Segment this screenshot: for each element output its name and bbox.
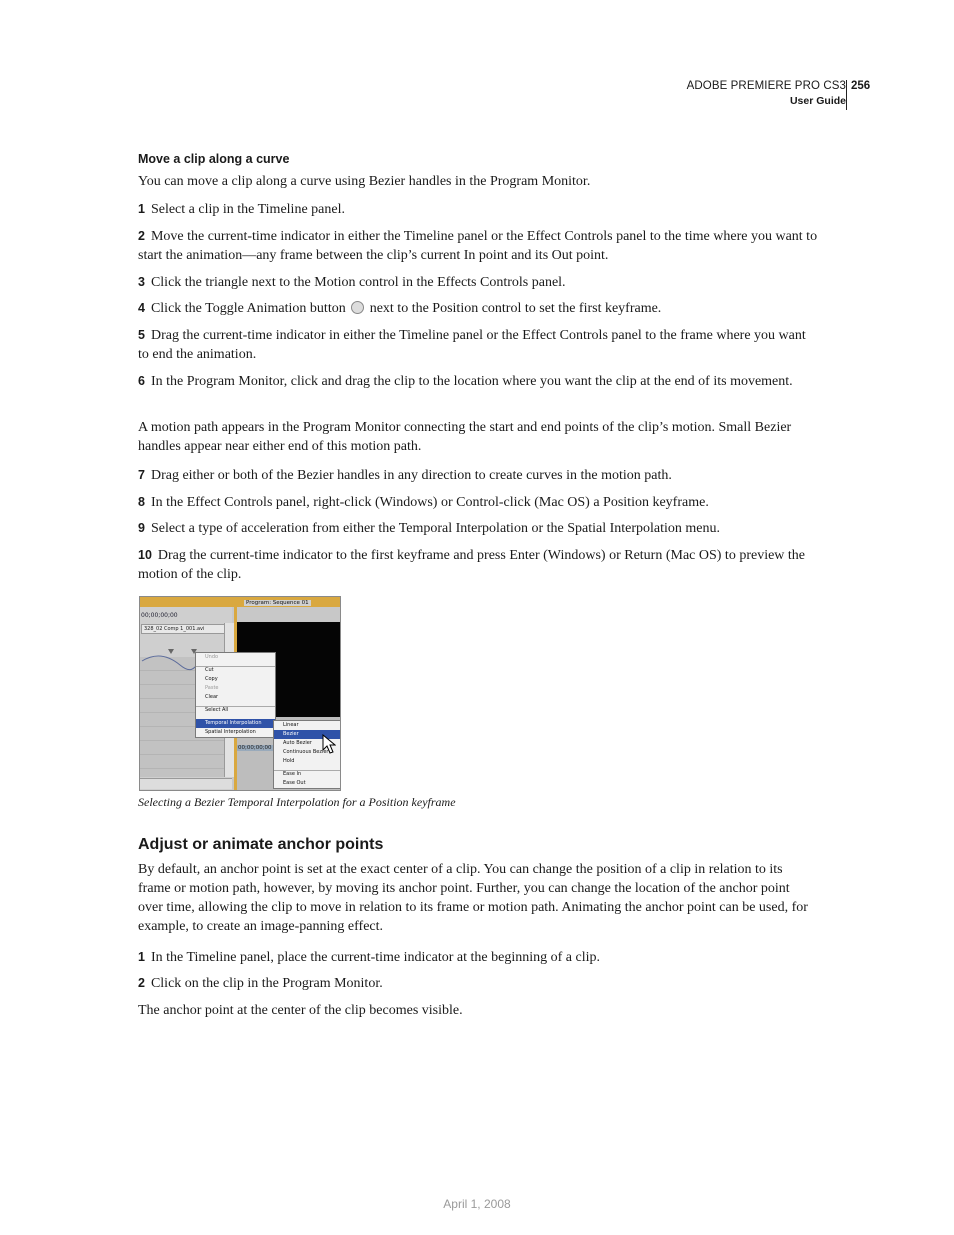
submenu-item-auto-bezier: Auto Bezier — [283, 740, 312, 746]
menu-item-copy: Copy — [205, 676, 218, 682]
step-number: 4 — [138, 301, 145, 315]
step-number: 6 — [138, 374, 145, 388]
note-paragraph: A motion path appears in the Program Monitor connecting the start and end points of the clip’s motion. Small Bezier handles appear near either end of this motion path. — [138, 420, 792, 454]
section-intro: By default, an anchor point is set at the exact center of a clip. You can change the position of a clip in relation to its frame or motion path, however, by moving its anchor point. Further, you can change the location of the anchor point over time, allowing the clip to move in relation to its frame or motion path. Animating the anchor point can be used, for example, to create an image-panning effect. — [138, 862, 808, 934]
step-1 — [138, 200, 818, 219]
step-text: Drag either or both of the Bezier handles in any direction to create curves in the motion path. — [150, 468, 672, 483]
step-text: In the Timeline panel, place the current-time indicator at the beginning of a clip. — [150, 950, 600, 965]
footer-date: April 1, 2008 — [443, 1197, 511, 1211]
step-text: Click on the clip in the Program Monitor. — [150, 976, 383, 991]
interpolation-submenu — [273, 720, 341, 789]
submenu-item-bezier: Bezier — [274, 730, 340, 739]
figure-caption: Selecting a Bezier Temporal Interpolation for a Position keyframe — [138, 795, 456, 809]
interface-screenshot — [139, 596, 341, 791]
menu-item-spatial-interpolation: Spatial Interpolation — [205, 729, 256, 735]
clip-name-bar: 328_02 Comp 1_001.avi — [141, 624, 230, 634]
step-text: In the Program Monitor, click and drag the clip to the location where you want the clip at the end of its movement. — [150, 374, 793, 389]
header-title: ADOBE PREMIERE PRO CS3 — [686, 80, 846, 92]
step-10 — [138, 546, 818, 584]
step-text: Click the Toggle Animation button — [150, 301, 346, 316]
step-text: Drag the current-time indicator to the first keyframe and press Enter (Windows) or Return (Mac OS) to preview the motion of the clip. — [138, 548, 806, 582]
monitor-timecode: 00;00;00;00 — [238, 745, 272, 751]
step-2 — [138, 974, 818, 993]
step-text: Move the current-time indicator in either the Timeline panel or the Effect Controls panel to the time where you want to start the animation—any frame between the clip’s current In point and its Out point. — [138, 229, 818, 263]
submenu-item-ease-in: Ease In — [283, 771, 302, 777]
step-number: 10 — [138, 548, 152, 562]
step-number: 8 — [138, 495, 145, 509]
submenu-item-linear: Linear — [283, 722, 299, 728]
submenu-item-ease-out: Ease Out — [283, 780, 306, 786]
step-number: 2 — [138, 976, 145, 990]
menu-item-select-all: Select All — [205, 707, 229, 713]
step-number: 5 — [138, 328, 145, 342]
step-7 — [138, 466, 818, 485]
step-number: 2 — [138, 229, 145, 243]
closing-paragraph: The anchor point at the center of the clip becomes visible. — [138, 1003, 463, 1018]
submenu-item-hold: Hold — [283, 758, 295, 764]
context-menu — [195, 652, 276, 738]
step-2 — [138, 227, 818, 265]
section-heading: Adjust or animate anchor points — [138, 836, 384, 853]
header-subtitle: User Guide — [789, 95, 846, 107]
step-5 — [138, 326, 818, 364]
step-text: Select a type of acceleration from either the Temporal Interpolation or the Spatial Interpolation menu. — [150, 521, 721, 536]
page-number: 256 — [851, 80, 871, 92]
step-text: Select a clip in the Timeline panel. — [150, 202, 345, 217]
timecode-readout: 00;00;00;00 — [141, 612, 178, 619]
step-text: Click the triangle next to the Motion control in the Effects Controls panel. — [150, 275, 566, 290]
menu-item-paste: Paste — [205, 685, 219, 691]
header-divider — [846, 80, 847, 110]
step-text: Drag the current-time indicator in either the Timeline panel or the Effect Controls panel to the frame where you want to end the animation. — [138, 328, 806, 362]
program-monitor-title: Program: Sequence 01 — [246, 600, 309, 606]
submenu-item-continuous-bezier: Continuous Bezier — [283, 749, 329, 755]
step-text: next to the Position control to set the first keyframe. — [369, 301, 662, 316]
section-heading: Move a clip along a curve — [138, 152, 290, 166]
step-6 — [138, 372, 818, 391]
step-text: In the Effect Controls panel, right-click (Windows) or Control-click (Mac OS) a Position keyframe. — [150, 495, 709, 510]
mouse-cursor-icon — [322, 734, 336, 754]
step-4 — [138, 299, 818, 318]
step-number: 1 — [138, 950, 145, 964]
stopwatch-icon — [351, 301, 364, 314]
step-9 — [138, 519, 818, 538]
running-header — [687, 79, 846, 108]
step-number: 9 — [138, 521, 145, 535]
menu-item-cut: Cut — [205, 667, 214, 673]
step-1 — [138, 948, 818, 967]
step-8 — [138, 493, 818, 512]
menu-item-clear: Clear — [205, 694, 219, 700]
step-number: 7 — [138, 468, 145, 482]
step-number: 3 — [138, 275, 145, 289]
menu-item-temporal-interpolation: Temporal Interpolation — [196, 719, 275, 728]
horizontal-scrollbar — [140, 778, 232, 789]
section-intro: You can move a clip along a curve using Bezier handles in the Program Monitor. — [138, 174, 591, 189]
step-3 — [138, 273, 818, 292]
step-number: 1 — [138, 202, 145, 216]
menu-item-undo: Undo — [205, 654, 219, 660]
